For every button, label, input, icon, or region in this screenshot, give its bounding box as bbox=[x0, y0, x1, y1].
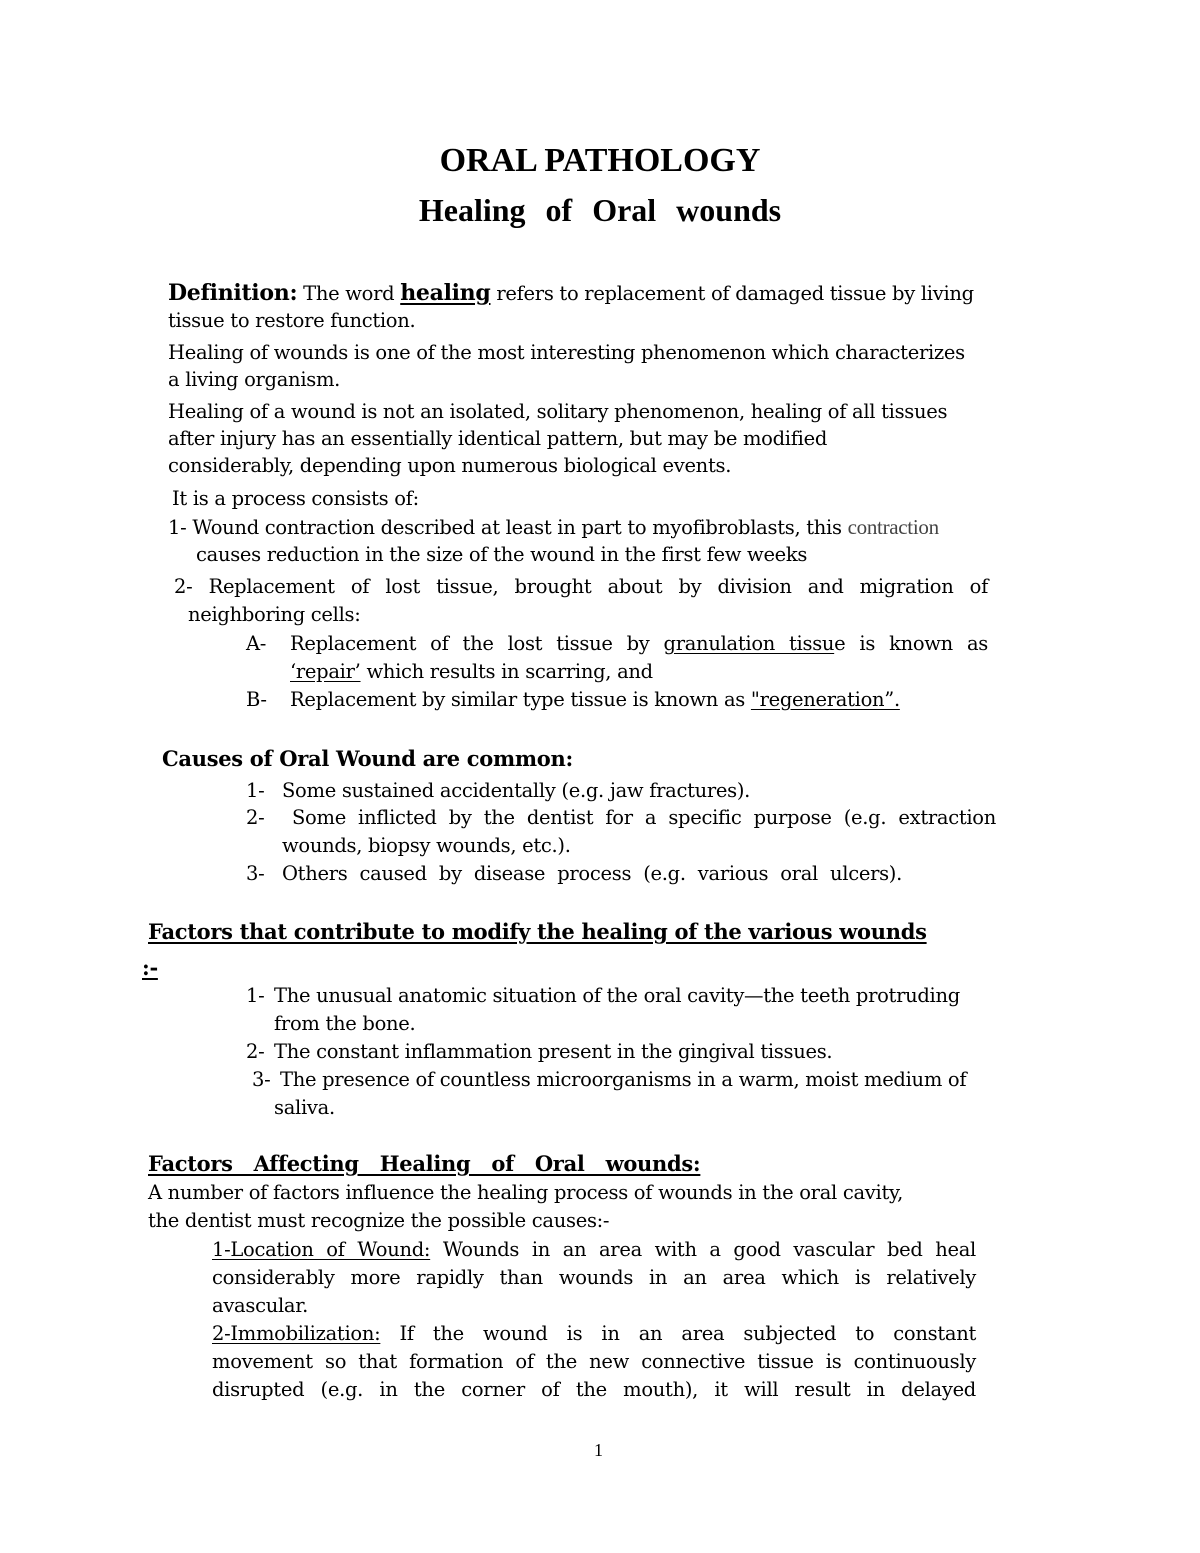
process-item-1-text: Wound contraction described at least in part to myofibroblasts, this bbox=[192, 516, 842, 539]
para3-line-3: considerably, depending upon numerous biological events. bbox=[168, 454, 732, 477]
immobilization-line-2: movement so that formation of the new connective tissue is continuously bbox=[212, 1350, 976, 1373]
para3-line-2: after injury has an essentially identical pattern, but may be modified bbox=[168, 427, 828, 450]
process-sub-a-line-1 bbox=[290, 631, 988, 657]
para3-line-1: Healing of a wound is not an isolated, solitary phenomenon, healing of all tissues bbox=[168, 400, 948, 423]
factors-modify-heading-tail: :- bbox=[142, 955, 158, 980]
process-item-2-line-2: neighboring cells: bbox=[188, 603, 361, 626]
immobilization-text: If the wound is in an area subjected to constant bbox=[399, 1322, 976, 1345]
immobilization-line-3: disrupted (e.g. in the corner of the mouth), it will result in delayed bbox=[212, 1378, 976, 1401]
page-subtitle: Healing of Oral wounds bbox=[418, 192, 782, 228]
factors-modify-item-2-number: 2- bbox=[246, 1040, 265, 1063]
process-sub-a-text-c: which results in scarring, and bbox=[366, 660, 653, 683]
factors-affecting-intro-line-1: A number of factors influence the healing process of wounds in the oral cavity, bbox=[148, 1181, 904, 1204]
definition-heading: Definition: bbox=[168, 280, 298, 306]
definition-line-2: tissue to restore function. bbox=[168, 309, 416, 332]
factors-modify-heading: Factors that contribute to modify the healing of the various wounds bbox=[148, 919, 927, 944]
para2-line-1: Healing of wounds is one of the most interesting phenomenon which characterizes bbox=[168, 341, 965, 364]
process-item-1-line-2: causes reduction in the size of the wound in the first few weeks bbox=[196, 543, 808, 566]
location-line-1 bbox=[212, 1237, 976, 1263]
process-sub-a-line-2 bbox=[290, 659, 653, 685]
location-line-2: considerably more rapidly than wounds in an area which is relatively bbox=[212, 1266, 976, 1289]
process-intro: It is a process consists of: bbox=[172, 487, 419, 510]
process-item-1-number: 1- bbox=[168, 516, 187, 539]
repair-term: ‘repair’ bbox=[290, 660, 361, 683]
immobilization-line-1 bbox=[212, 1321, 976, 1347]
process-sub-b-label: B- bbox=[246, 688, 267, 711]
causes-item-1-number: 1- bbox=[246, 779, 265, 802]
causes-item-2-line-2: wounds, biopsy wounds, etc.). bbox=[282, 834, 571, 857]
process-sub-b-text: Replacement by similar type tissue is known as bbox=[290, 688, 746, 711]
causes-item-3-line-1: Others caused by disease process (e.g. various oral ulcers). bbox=[282, 862, 902, 885]
causes-heading: Causes of Oral Wound are common: bbox=[162, 746, 573, 771]
causes-item-3-number: 3- bbox=[246, 862, 265, 885]
para2-line-2: a living organism. bbox=[168, 368, 341, 391]
definition-term-healing: healing bbox=[400, 280, 491, 306]
process-item-2-text: Replacement of lost tissue, brought about by division and migration of bbox=[208, 575, 988, 598]
causes-item-2-line-1: Some inflicted by the dentist for a specific purpose (e.g. extraction bbox=[292, 806, 996, 829]
regeneration-term: "regeneration”. bbox=[750, 688, 900, 711]
process-item-2-line-1 bbox=[174, 574, 988, 600]
causes-item-2-number: 2- bbox=[246, 806, 265, 829]
location-of-wound-label: 1-Location of Wound: bbox=[212, 1238, 431, 1261]
factors-modify-item-1-line-1: The unusual anatomic situation of the oral cavity—the teeth protruding bbox=[274, 984, 960, 1007]
process-item-1-line-1 bbox=[168, 514, 939, 541]
process-item-2-number: 2- bbox=[174, 575, 193, 598]
process-sub-b-line-1 bbox=[290, 687, 900, 713]
page-title: ORAL PATHOLOGY bbox=[439, 142, 761, 179]
immobilization-label: 2-Immobilization: bbox=[212, 1322, 381, 1345]
location-text: Wounds in an area with a good vascular bed heal bbox=[442, 1238, 976, 1261]
process-sub-a-label: A- bbox=[246, 632, 267, 655]
granulation-tissue-term: granulation tissu bbox=[663, 632, 835, 655]
process-item-1-contraction: contraction bbox=[847, 515, 939, 539]
location-line-3: avascular. bbox=[212, 1294, 308, 1317]
definition-text-b: refers to replacement of damaged tissue by living bbox=[496, 282, 974, 305]
process-sub-a-text-a: Replacement of the lost tissue by bbox=[290, 632, 650, 655]
factors-affecting-intro-line-2: the dentist must recognize the possible causes:- bbox=[148, 1209, 610, 1232]
factors-modify-item-3-line-1: The presence of countless microorganisms in a warm, moist medium of bbox=[280, 1068, 967, 1091]
factors-modify-item-2-line-1: The constant inflammation present in the gingival tissues. bbox=[274, 1040, 833, 1063]
factors-modify-item-1-line-2: from the bone. bbox=[274, 1012, 416, 1035]
causes-item-1-line-1: Some sustained accidentally (e.g. jaw fractures). bbox=[282, 779, 751, 802]
process-sub-a-text-b: e is known as bbox=[834, 632, 988, 655]
factors-modify-item-1-number: 1- bbox=[246, 984, 265, 1007]
page-number: 1 bbox=[594, 1440, 603, 1460]
factors-modify-item-3-line-2: saliva. bbox=[274, 1096, 335, 1119]
factors-affecting-heading: Factors Affecting Healing of Oral wounds: bbox=[148, 1151, 701, 1176]
factors-modify-item-3-number: 3- bbox=[252, 1068, 271, 1091]
definition-text-a: The word bbox=[303, 282, 395, 305]
definition-line-1 bbox=[168, 280, 974, 307]
